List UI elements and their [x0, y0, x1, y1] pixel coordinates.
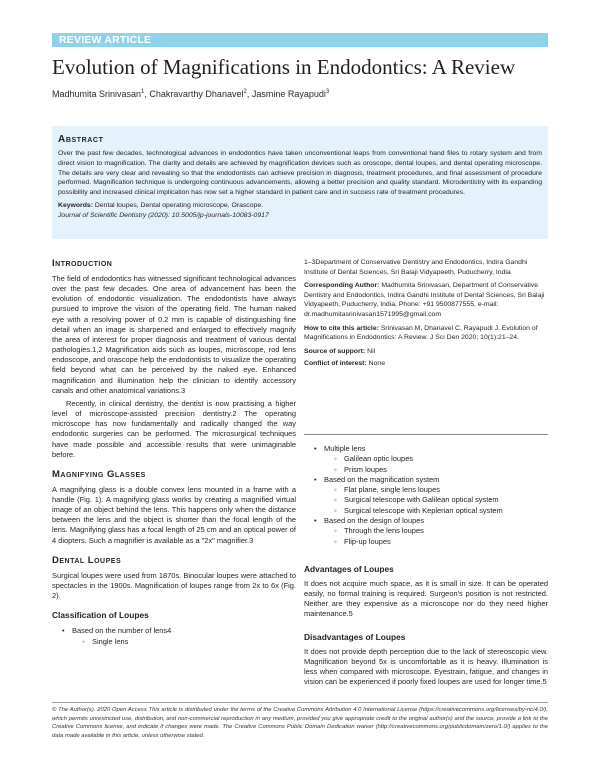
- author-list: Madhumita Srinivasan$^1$, Chakravarthy Dhanavel$^2$, Jasmine Rayapudi$^3$: [52, 89, 330, 99]
- list-item-label: Based on the magnification system: [324, 474, 440, 484]
- sub-list-item: ◦ Galilean optic loupes: [334, 454, 548, 464]
- affiliation-divider: [304, 434, 548, 435]
- sub-list-item: ◦ Prism loupes: [334, 465, 548, 475]
- intro-paragraph-1: The field of endodontics has witnessed significant technological advances over the past few decades. One area of advancement has been the evolution of endodontic visualization. The endodontists have always pursued to improve the vision of the operating field. The human naked eye with a resolving power of 0.2 mm is capable of distinguishing fine detail when an image is sharpened and enlarged to effectively magnify the area of interest for proper diagnosis and treatment of various dental pathologies.1,2 Magnification aids such as loupes, microscope, rod lens endoscope, and orascope help the endodontists to visualize the operating field beyond what can be perceived by the naked eye. Enhanced magnification and illumination help the clinician to identify accessory canals and other anatomical variations.3: [52, 274, 296, 395]
- list-item-label: Based on the number of lens4: [72, 626, 172, 636]
- right-column-body: [304, 444, 548, 687]
- sub-list-item: ◦ Flip-up loupes: [334, 537, 548, 547]
- classification-heading: Classification of Loupes: [52, 610, 149, 621]
- keywords: [58, 201, 542, 211]
- source-of-support-text: Nil: [367, 347, 376, 355]
- affiliation: 1–3Department of Conservative Dentistry and Endodontics, Indira Gandhi Institute of Dental Sciences, Sri Balaji Vidyapeeth, Puducherry, India: [304, 259, 528, 276]
- classification-list-left: [52, 626, 296, 647]
- author-name: Jasmine Rayapudi: [251, 89, 326, 99]
- right-column: [304, 258, 548, 369]
- footer-divider: [52, 702, 548, 703]
- intro-heading: Introduction: [52, 258, 113, 269]
- corresponding-author: [304, 281, 548, 319]
- disadvantages-heading: Disadvantages of Loupes: [304, 631, 406, 642]
- corresponding-author-text: Madhumita Srinivasan, Department of Conservative Dentistry and Endodontics, Indira Gandhi Institute of Dental Sciences, Sri Balaji Vidyapeeth, Puducherry, India, Phone: +91 9500877555, e-mail: dr.madhumitasrinivasan1571995@gmail.com: [304, 282, 545, 318]
- article-type-banner: REVIEW ARTICLE: [52, 33, 548, 47]
- corresponding-author-label: Corresponding Author:: [304, 282, 380, 290]
- license-footer: © The Author(s). 2020 Open Access This article is distributed under the terms of the Creative Commons Attribution 4.0 International License (https://creativecommons.org/licenses/by-nc/4.0/), which permits unrestricted use, distribution, and non-commercial reproduction in any medium, provided you give appropriate credit to the original author(s) and the source, provide a link to the Creative Commons license, and indicate if changes were made. The Creative Commons Public Domain Dedication waiver (http://creativecommons.org/publicdomain/zero/1.0/) applies to the data made available in this article, unless otherwise stated.: [52, 707, 548, 739]
- author-affiliation-mark: 1: [141, 89, 145, 95]
- sub-list-item: ◦ Single lens: [82, 637, 296, 647]
- author-affiliation-mark: 3: [325, 89, 330, 95]
- abstract-text: Over the past few decades, technological advances in endodontics have taken unconventional leaps from conventional hand files to rotary system and from direct vision to magnification. The clarity and details are achieved by magnification devices such as oroscope, dental loupes, and dental operating microscope. The details are very clear and revealing so that the endodontists can achieve precision in diagnosis, treatment procedures, and final assessment of procedure performed. Magnification technique is undergoing continuous advancements, allowing a better precision and quality standard. Microdentistry with its expanding possibility and increased clinical implication has now set a higher standard in patient care and in success rate of treatment procedures.: [58, 150, 542, 197]
- left-column: [52, 258, 296, 647]
- article-title: Evolution of Magnifications in Endodontics: A Review: [52, 55, 516, 79]
- how-to-cite-label: How to cite this article:: [304, 324, 379, 332]
- how-to-cite-text: Srinivasan M, Dhanavel C, Rayapudi J. Evolution of Magnifications in Endodontics: A Review. J Sci Den 2020; 10(1):21–24.: [304, 324, 538, 342]
- source-of-support-label: Source of support:: [304, 347, 366, 355]
- conflict-of-interest-text: None: [368, 360, 386, 368]
- how-to-cite: [304, 324, 548, 343]
- abstract-box: [52, 126, 548, 239]
- intro-paragraph-2: Recently, in clinical dentistry, the dentist is now practising a higher level of microscope-assisted precision dentistry.2 The operating microscope has now fundamentally and radically changed the way endodontic surgeries can be performed. The microsurgical techniques have made possible and accessible results that were unimaginable before.: [52, 398, 296, 459]
- list-item: [314, 516, 548, 547]
- author-name: Chakravarthy Dhanavel: [149, 89, 244, 99]
- list-item: [314, 475, 548, 516]
- author-affiliation-mark: 2: [243, 89, 247, 95]
- abstract-heading: Abstract: [58, 134, 104, 145]
- sub-list-item: ◦ Surgical telescope with Galilean optical system: [334, 495, 548, 505]
- list-item: [314, 444, 548, 475]
- list-item-label: Multiple lens: [324, 444, 366, 453]
- advantages-paragraph: It does not acquire much space, as it is small in size. It can be operated easily, no formal training is required. Surgeon's position is not restricted. Neither are they expensive as a microscope nor do they need higher maintenance.5: [304, 578, 548, 619]
- conflict-of-interest-label: Conflict of interest:: [304, 360, 367, 368]
- sub-list-item: ◦ Surgical telescope with Keplerian optical system: [334, 506, 548, 516]
- magnifying-heading: Magnifying Glasses: [52, 468, 146, 480]
- keywords-label: Keywords:: [58, 201, 93, 209]
- dental-loupes-paragraph: Surgical loupes were used from 1870s. Binocular loupes were attached to spectacles in the 1900s. Magnification of loupes range from 2x to 6x (Fig. 2).: [52, 570, 296, 601]
- sub-list-item: ◦ Flat plane, single lens loupes: [334, 485, 548, 495]
- conflict-of-interest: [304, 359, 548, 369]
- dental-loupes-heading: Dental Loupes: [52, 554, 122, 566]
- keywords-text: Dental loupes, Dental operating microscope, Orascope.: [94, 201, 264, 209]
- list-item: [62, 626, 296, 647]
- source-of-support: [304, 347, 548, 357]
- journal-citation: Journal of Scientific Dentistry (2020): 10.5005/jp-journals-10083-0917: [58, 211, 269, 219]
- advantages-heading: Advantages of Loupes: [304, 563, 394, 574]
- author-name: Madhumita Srinivasan: [52, 89, 142, 99]
- classification-list-right: [304, 444, 548, 547]
- magnifying-paragraph: A magnifying glass is a double convex lens mounted in a frame with a handle (Fig. 1). A magnifying glass works by creating a magnified virtual image of an object behind the lens. This happens only when the distance between the lens and the object is shorter than the focal length of the lens. Magnifying glass has a focal length of 25 cm and an optical power of 4 diopters. Such a magnifier is available as a "2x" magnifier.3: [52, 484, 296, 545]
- sub-list-item: ◦ Through the lens loupes: [334, 526, 548, 536]
- disadvantages-paragraph: It does not provide depth perception due to the lack of stereoscopic view. Magnification beyond 5x is uncomfortable as it is heavy. Illumination is less when compared with microscope. Eyestrain, fatigue, and changes in vision can be experienced if poorly fixed loupes are used for longer time.5: [304, 646, 548, 687]
- list-item-label: Based on the design of loupes: [324, 516, 425, 526]
